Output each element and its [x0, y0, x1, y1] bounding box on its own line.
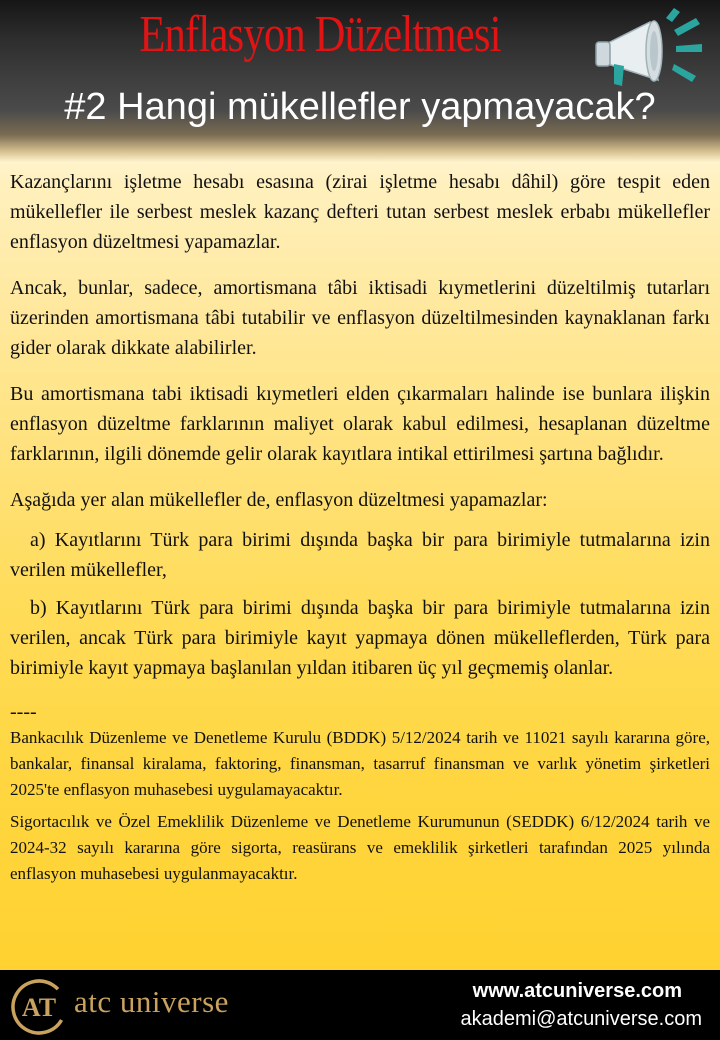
list-item: b) Kayıtlarını Türk para birimi dışında başka bir para birimiyle tutmalarına izin verilen, ancak Türk para birimiyle kayıt yapmaya dönen mükelleflerden, Türk para birimiyle kayıt yapmaya başlanılan yıldan itibaren üç yıl geçmemiş olanlar. [10, 597, 710, 679]
paragraph: Bu amortismana tabi iktisadi kıymetleri elden çıkarmaları halinde ise bunlara ilişkin enflasyon düzeltme farklarının maliyet olarak kabul edilmesi, hesaplanan düzeltme farklarının, ilgili dönemde gelir olarak kayıtlara intikal ettirilmesi şartına bağlıdır. [10, 383, 710, 465]
footnote: Bankacılık Düzenleme ve Denetleme Kurulu (BDDK) 5/12/2024 tarih ve 11021 sayılı kararına göre, bankalar, finansal kiralama, faktoring, finansman, tasarruf finansman ve varlık yönetim şirketleri 2025'te enflasyon muhasebesi uygulamayacaktır. [10, 728, 710, 799]
logo-text: atc universe [74, 984, 229, 1019]
separator: ---- [10, 701, 37, 723]
paragraph: Aşağıda yer alan mükellefler de, enflasyon düzeltmesi yapamazlar: [10, 489, 548, 511]
atc-logo-icon [10, 978, 68, 1036]
svg-text:AT: AT [21, 993, 57, 1022]
website-link[interactable]: www.atcuniverse.com [472, 980, 682, 1002]
paragraph: Ancak, bunlar, sadece, amortismana tâbi iktisadi kıymetlerini düzeltilmiş tutarları üzerinden amortismana tâbi tutabilir ve enflasyon düzeltilmesinden kaynaklanan farkı gider olarak dikkate alabilirler. [10, 277, 710, 359]
list-item: a) Kayıtlarını Türk para birimi dışında başka bir para birimiyle tutmalarına izin verilen mükellefler, [10, 529, 710, 581]
footer-bar [0, 970, 720, 1040]
paragraph: Kazançlarını işletme hesabı esasına (zirai işletme hesabı dâhil) göre tespit eden mükellefler ile serbest meslek kazanç defteri tutan serbest meslek erbabı mükellefler enflasyon düzeltmesi yapamazlar. [10, 171, 710, 253]
email-link[interactable]: akademi@atcuniverse.com [460, 1008, 702, 1030]
footnote: Sigortacılık ve Özel Emeklilik Düzenleme ve Denetleme Kurumunun (SEDDK) 6/12/2024 tarih ve 2024-32 sayılı kararına göre sigorta, reasürans ve emeklilik şirketleri tarafından 2025 yılında enflasyon muhasebesi uygulanmayacaktır. [10, 812, 710, 883]
megaphone-icon [592, 8, 704, 92]
page-title: Enflasyon Düzeltmesi [139, 6, 501, 63]
article-body [10, 167, 710, 893]
page-subtitle: #2 Hangi mükellefler yapmayacak? [64, 86, 656, 128]
